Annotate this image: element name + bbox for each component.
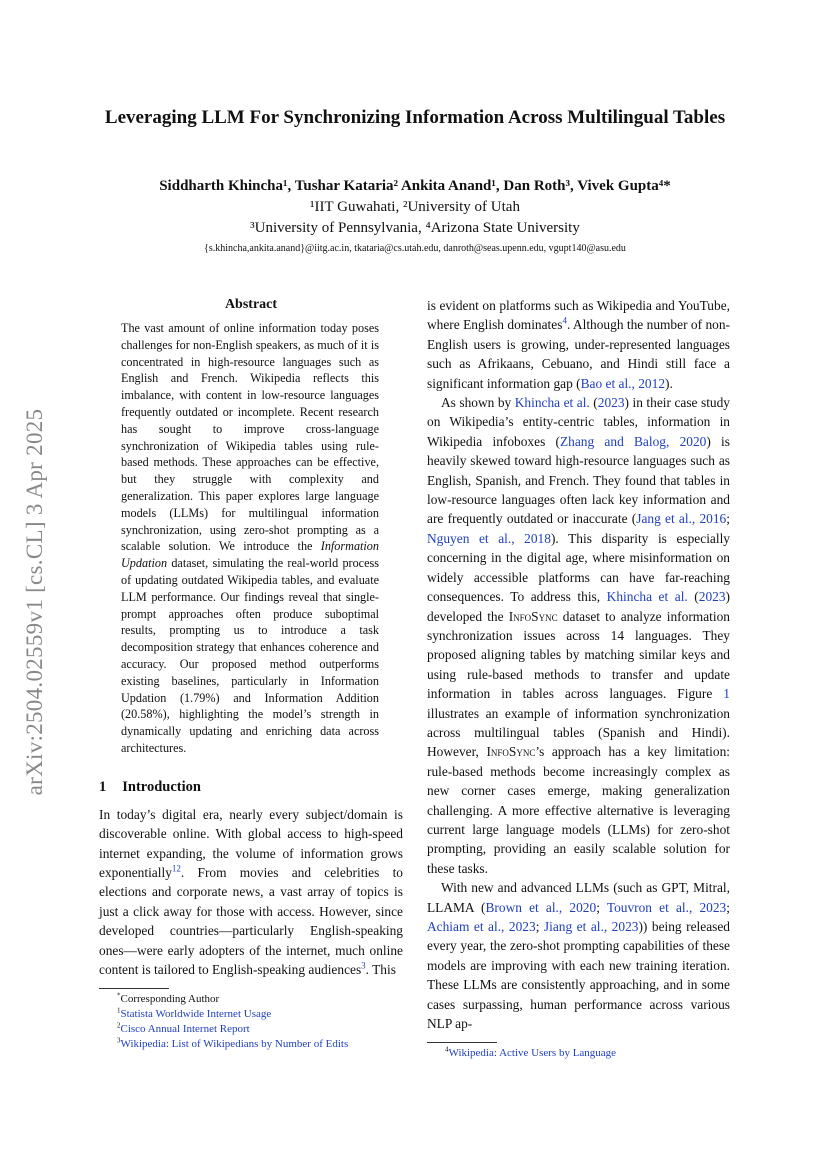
section-title: Introduction: [122, 778, 201, 795]
section-number: 1: [99, 778, 107, 795]
citation-bao[interactable]: Bao et al., 2012: [580, 375, 666, 391]
citation-khincha[interactable]: Khincha et al.: [514, 395, 590, 411]
abstract-emphasis: Information Updation: [121, 539, 379, 571]
footnote-1: $^1$Statista Worldwide Internet Usage: [117, 1006, 272, 1021]
footnote-link-cisco[interactable]: Cisco Annual Internet Report: [120, 1023, 250, 1036]
citation-jiang[interactable]: Jiang et al., 2023: [543, 919, 639, 934]
figure-ref[interactable]: 1: [723, 686, 730, 702]
citation-achiam[interactable]: Achiam et al., 2023: [427, 919, 536, 934]
citation-khincha-year[interactable]: 2023: [597, 395, 625, 411]
affiliation-line-2: ³University of Pennsylvania, ⁴Arizona State University: [250, 220, 580, 236]
right-paragraph-2: As shown by Khincha et al. (2023) in their case study on Wikipedia’s entity-centric tables, information in Wikipedia infoboxes (Zhang and Balog, 2020) is heavily skewed toward high-resource languages such as English, Spanish, and French. They found that tables in low-resource languages often lack key information and are frequently outdated or inaccurate (Jang et al., 2016; Nguyen et al., 2018). This disparity is especially concerning in the digital age, where misinformation on widely accessible platforms can have far-reaching consequences. To address this, Khincha et al. (2023) developed the InfoSync dataset to analyze information synchronization issues across 14 languages. They proposed aligning tables by matching similar keys and using rule-based methods to transfer and update information in tables across languages. Figure 1 illustrates an example of information synchronization across multilingual tables (Spanish and Hindi). However, InfoSync’s approach has a key limitation: rule-based methods become increasingly complex as new corner cases emerge, making generalization challenging. A more effective alternative is leveraging current large language models (LLMs) for zero-shot prompting, providing an easily scalable solution for these tasks.: [427, 395, 731, 876]
citation-nguyen[interactable]: Nguyen et al., 2018: [427, 530, 551, 546]
footnote-ref-3[interactable]: 3: [361, 960, 366, 971]
footnote-ref-4[interactable]: 4: [562, 315, 567, 326]
affiliation-line-1: ¹IIT Guwahati, ²University of Utah: [310, 199, 520, 215]
footnote-star: *Corresponding Author: [117, 991, 220, 1006]
footnote-2: $^2$Cisco Annual Internet Report: [117, 1021, 250, 1036]
abstract-text-1: The vast amount of online information today poses challenges for non-English speakers, as much of it is concentrated in high-resource languages such as English and French. Wikipedia reflects this imbalance, with content in low-resource languages frequently outdated or incomplete. Recent research has sought to improve cross-language synchronization of Wikipedia tables using rule-based methods. These approaches can be effective, but they struggle with complexity and generalization. This paper explores large language models (LLMs) for multilingual information synchronization, using zero-shot prompting as a scalable solution. We introduce the: [121, 321, 379, 554]
footnote-link-active-users[interactable]: Wikipedia: Active Users by Language: [448, 1047, 617, 1060]
footnote-link-wikipedians[interactable]: Wikipedia: List of Wikipedians by Number of Edits: [120, 1038, 349, 1051]
citation-khincha-2[interactable]: Khincha et al.: [606, 589, 688, 605]
citation-jang[interactable]: Jang et al., 2016: [636, 511, 727, 527]
right-paragraph-3: With new and advanced LLMs (such as GPT, Mitral, LLAMA (Brown et al., 2020; Touvron et al., 2023; Achiam et al., 2023; Jiang et al., 2023)) being released every year, the zero-shot prompting capabilities of these models are improving with each new training iteration. These LLMs are consistently approaching, and in some cases surpassing, human performance across various NLP ap-: [427, 880, 730, 1032]
section-heading-introduction: [99, 777, 403, 797]
author-block: [100, 176, 730, 257]
citation-khincha-year-2[interactable]: 2023: [698, 589, 726, 605]
footnote-divider: [99, 988, 169, 989]
citation-touvron[interactable]: Touvron et al., 2023: [606, 899, 727, 915]
right-paragraph-1: is evident on platforms such as Wikipedia and YouTube, where English dominates$^4$. Although the number of non-English users is growing, under-represented languages such as Afrikaans, Cebuano, and Hindi still face a significant information gap (Bao et al., 2012).: [427, 298, 730, 391]
left-column: [99, 294, 403, 1052]
arxiv-identifier: arXiv:2504.02559v1 [cs.CL] 3 Apr 2025: [22, 408, 47, 796]
footnote-4: $^4$Wikipedia: Active Users by Language: [445, 1045, 617, 1060]
abstract-text-2: dataset, simulating the real-world process of updating outdated Wikipedia tables, and evaluate LLM performance. Our findings reveal that single-prompt approaches often produce suboptimal results, prompting us to introduce a task decomposition strategy that enhances coherence and accuracy. Our proposed method outperforms existing baselines, particularly in Information Updation (1.79%) and Information Addition (20.58%), highlighting the model’s strength in dynamically updating and enriching data across architectures.: [121, 556, 379, 755]
footnote-3: $^3$Wikipedia: List of Wikipedians by Number of Edits: [117, 1036, 349, 1051]
abstract-body: [99, 320, 403, 757]
author-names: Siddharth Khincha¹, Tushar Kataria² Ankita Anand¹, Dan Roth³, Vivek Gupta⁴*: [159, 178, 671, 194]
right-column: [427, 296, 730, 1061]
footnote-link-statista[interactable]: Statista Worldwide Internet Usage: [120, 1008, 272, 1021]
intro-text-1: In today’s digital era, nearly every subject/domain is discoverable online. With global access to high-speed internet expanding, the volume of information grows exponentially: [99, 806, 403, 880]
footnote-divider-right: [427, 1042, 497, 1043]
abstract-heading: Abstract: [224, 297, 278, 312]
author-emails: {s.khincha,ankita.anand}@iitg.ac.in, tkataria@cs.utah.edu, danroth@seas.upenn.edu, vgupt140@asu.edu: [204, 243, 626, 254]
infosync-name: InfoSync: [508, 608, 558, 624]
citation-zhang[interactable]: Zhang and Balog, 2020: [559, 433, 707, 449]
footnote-ref-1-2[interactable]: 12: [171, 863, 181, 874]
footnotes-left: [99, 992, 403, 1052]
citation-brown[interactable]: Brown et al., 2020: [485, 899, 597, 915]
intro-text-2: . From movies and celebrities to elections and corporate news, a vast array of topics is just a click away for those with access. However, since developed countries—particularly English-speaking ones—were early adopters of the internet, much online content is tailored to English-speaking audiences: [99, 864, 403, 977]
intro-paragraph: [99, 805, 403, 980]
intro-text-3: . This: [365, 961, 396, 977]
footnotes-right: [427, 1046, 730, 1061]
arxiv-sidebar: [20, 372, 50, 832]
infosync-name-2: InfoSync: [486, 744, 536, 760]
paper-title: Leveraging LLM For Synchronizing Information Across Multilingual Tables: [104, 107, 726, 128]
